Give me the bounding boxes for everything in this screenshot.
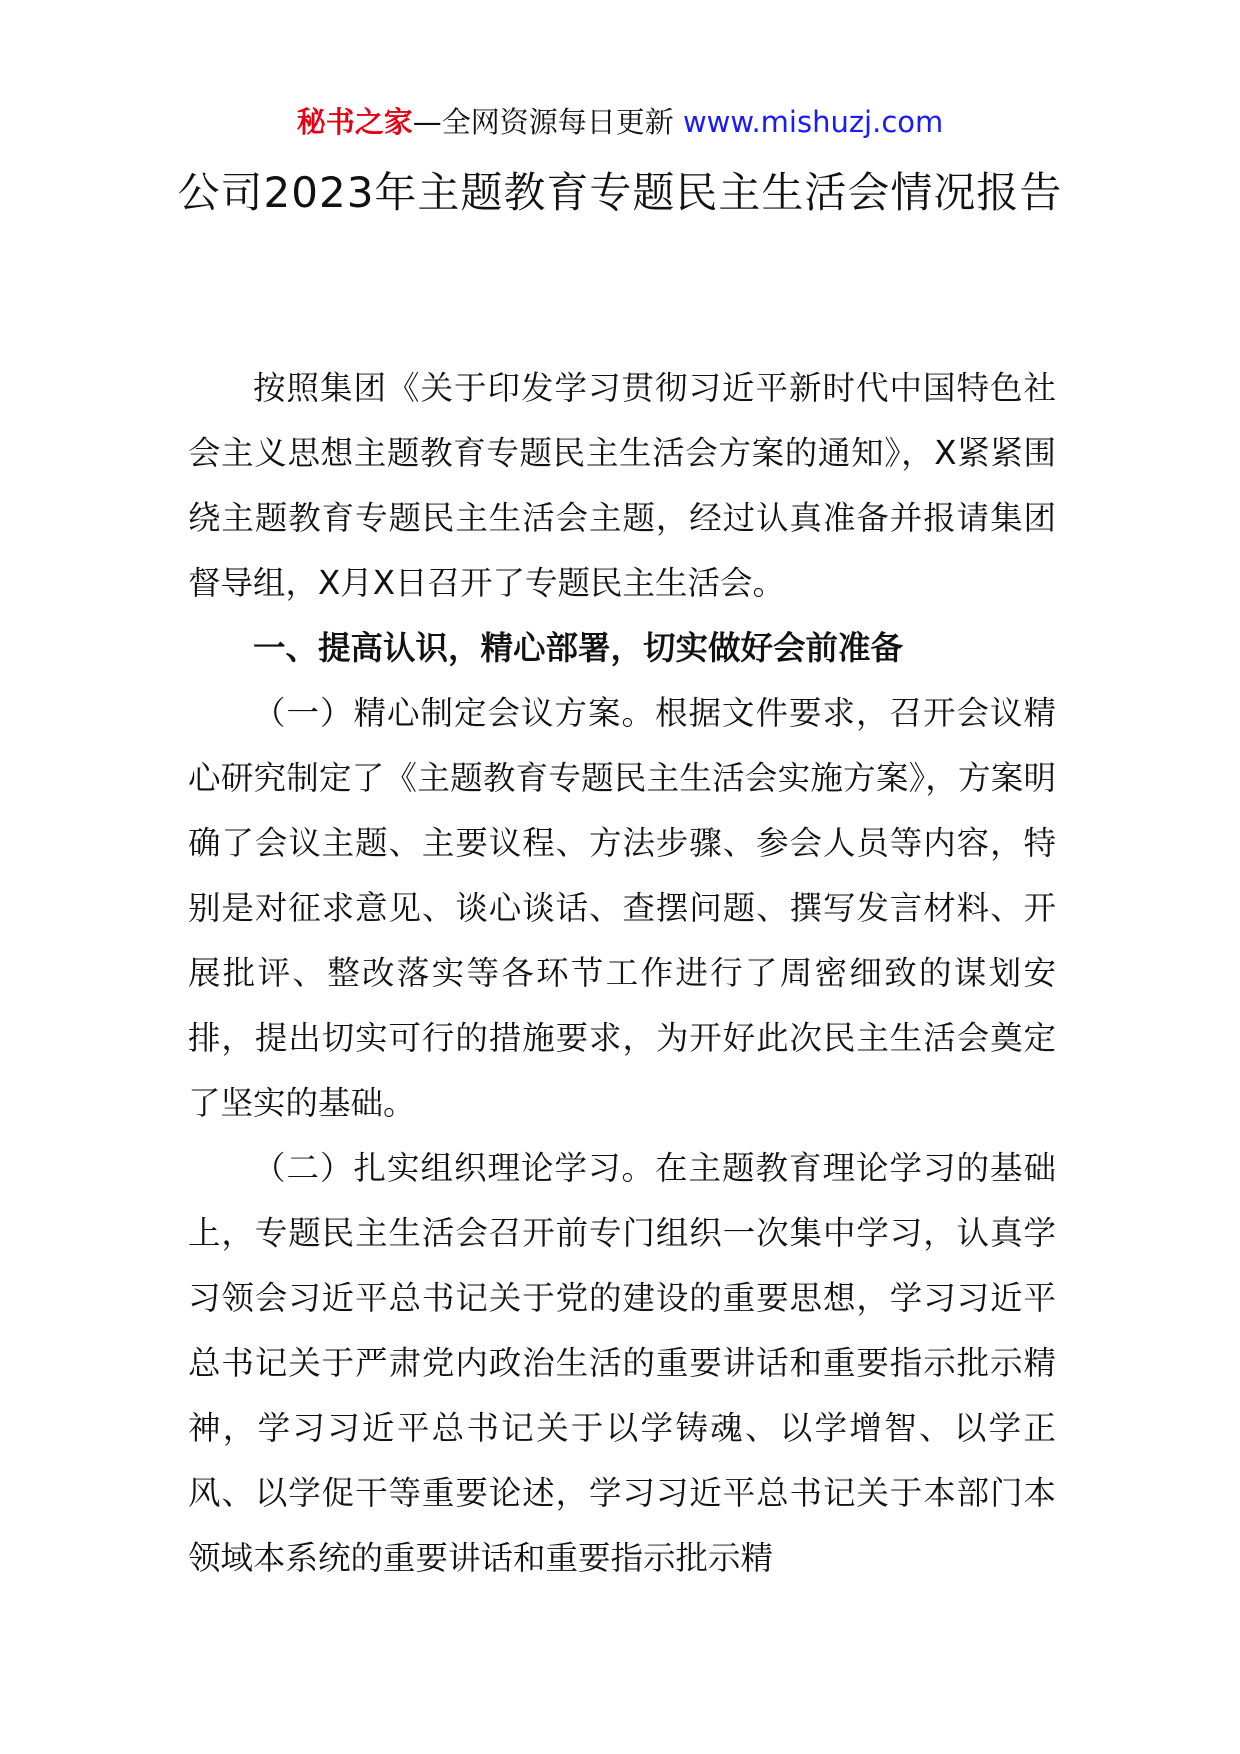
paragraph-intro: 按照集团《关于印发学习贯彻习近平新时代中国特色社会主义思想主题教育专题民主生活会方案的通知》，X紧紧围绕主题教育专题民主生活会主题，经过认真准备并报请集团督导组，X月X日召开了专题民主生活会。 [188, 369, 1056, 602]
paragraph-item-two: （二）扎实组织理论学习。在主题教育理论学习的基础上，专题民主生活会召开前专门组织一次集中学习，认真学习领会习近平总书记关于党的建设的重要思想，学习习近平总书记关于严肃党内政治生活的重要讲话和重要指示批示精神，学习习近平总书记关于以学铸魂、以学增智、以学正风、以学促干等重要论述，学习习近平总书记关于本部门本领域本系统的重要讲话和重要指示批示精 [188, 1149, 1056, 1577]
watermark-header [0, 100, 1240, 144]
header-tagline: —全网资源每日更新 [412, 105, 674, 139]
site-url: www.mishuzj.com [682, 105, 944, 139]
paragraph-item-one: （一）精心制定会议方案。根据文件要求，召开会议精心研究制定了《主题教育专题民主生活会实施方案》，方案明确了会议主题、主要议程、方法步骤、参会人员等内容，特别是对征求意见、谈心谈话、查摆问题、撰写发言材料、开展批评、整改落实等各环节工作进行了周密细致的谋划安排，提出切实可行的措施要求，为开好此次民主生活会奠定了坚实的基础。 [188, 694, 1056, 1122]
document-title: 公司2023年主题教育专题民主生活会情况报告 [177, 168, 1063, 217]
brand-name: 秘书之家 [296, 105, 413, 139]
document-body [188, 356, 1056, 1591]
section-heading-one: 一、提高认识，精心部署，切实做好会前准备 [253, 629, 904, 667]
